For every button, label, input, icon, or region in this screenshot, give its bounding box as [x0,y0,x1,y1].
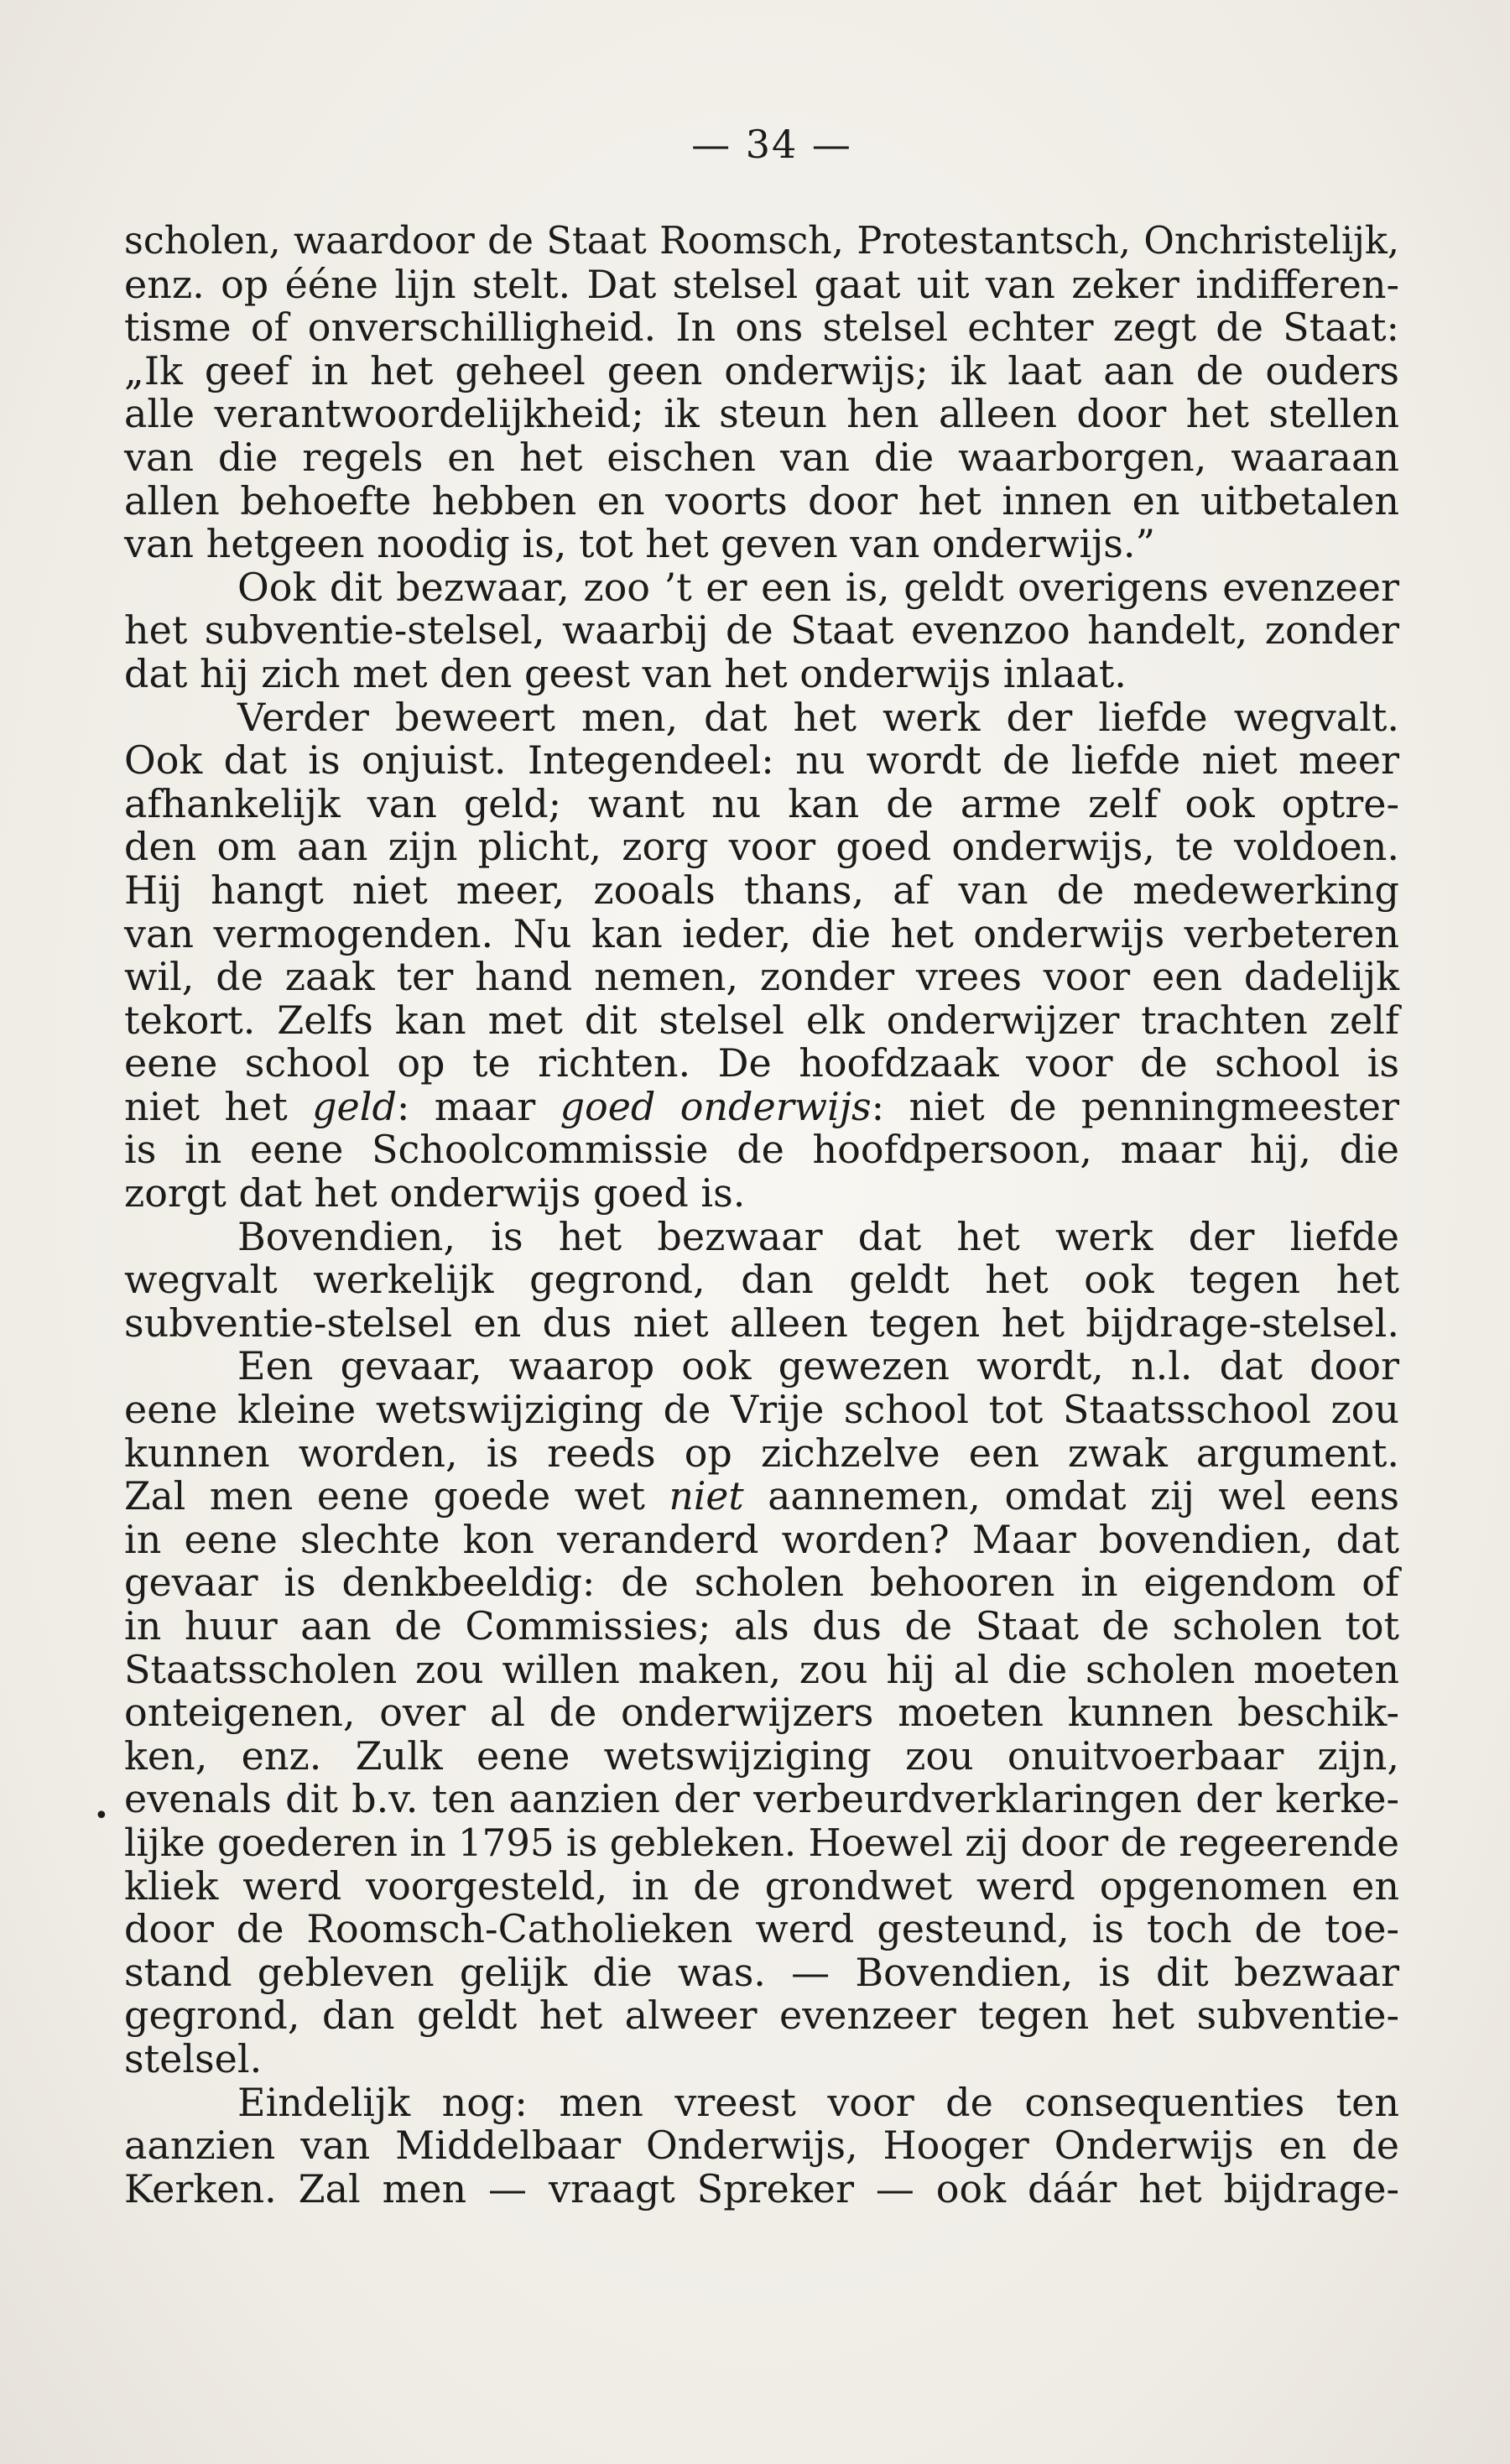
text-line: lijke goederen in 1795 is gebleken. Hoewel zij door de regeerende [124,1820,1399,1865]
text-line [124,1083,1399,1129]
text-line: Ook dit bezwaar, zoo ’t er een is, geldt overigens evenzeer [237,564,1399,610]
text-line: Hij hangt niet meer, zooals thans, af van de medewerking [124,867,1399,913]
text-line: subventie-stelsel en dus niet alleen tegen het bijdrage-stelsel. [124,1300,1399,1346]
text-line: Staatsscholen zou willen maken, zou hij al die scholen moeten [124,1646,1399,1692]
italic-emphasis: niet [669,1474,744,1519]
text-line: dat hij zich met den geest van het onderwijs inlaat. [124,650,1127,696]
text-span: : niet de penningmeester [871,1083,1399,1129]
text-line: scholen, waardoor de Staat Roomsch, Protestantsch, Onchristelijk, [124,220,1399,263]
text-line: allen behoefte hebben en voorts door het innen en uitbetalen [124,477,1399,524]
text-line: alle verantwoordelijkheid; ik steun hen alleen door het stellen [124,391,1399,437]
text-line: van die regels en het eischen van die waarborgen, waaraan [124,434,1399,480]
text-line [124,1475,1399,1519]
text-line: in huur aan de Commissies; als dus de Staat de scholen tot [124,1603,1399,1649]
margin-mark: • [94,1801,109,1831]
text-line: Verder beweert men, dat het werk der liefde wegvalt. [237,694,1399,740]
text-line: kliek werd voorgesteld, in de grondwet werd opgenomen en [124,1862,1399,1909]
text-line: Een gevaar, waarop ook gewezen wordt, n.l. dat door [237,1343,1399,1389]
page-number: — 34 — [691,122,852,167]
text-line: Bovendien, is het bezwaar dat het werk der liefde [237,1213,1399,1259]
body-text [124,220,1399,2211]
text-line: enz. op ééne lijn stelt. Dat stelsel gaat uit van zeker indifferen- [124,261,1399,307]
text-line: evenals dit b.v. ten aanzien der verbeurdverklaringen der kerke- [124,1776,1399,1822]
text-line: stand gebleven gelijk die was. — Bovendien, is dit bezwaar [124,1949,1399,1995]
text-line: het subventie-stelsel, waarbij de Staat evenzoo handelt, zonder [124,607,1399,654]
italic-emphasis: geld [312,1083,397,1129]
text-span: : maar [396,1083,560,1129]
text-line: in eene slechte kon veranderd worden? Maar bovendien, dat [124,1516,1399,1562]
italic-emphasis: goed onderwijs [560,1083,872,1129]
text-line: Ook dat is onjuist. Integendeel: nu wordt de liefde niet meer [124,737,1399,784]
text-line: eene kleine wetswijziging de Vrije school tot Staatsschool zou [124,1387,1399,1433]
text-line: tisme of onverschilligheid. In ons stelsel echter zegt de Staat: [124,305,1399,351]
text-line: van vermogenden. Nu kan ieder, die het onderwijs verbeteren [124,910,1399,956]
text-line: wegvalt werkelijk gegrond, dan geldt het ook tegen het [124,1257,1399,1303]
text-line: tekort. Zelfs kan met dit stelsel elk onderwijzer trachten zelf [124,997,1399,1043]
text-line: stelsel. [124,2035,263,2081]
text-line: gevaar is denkbeeldig: de scholen behooren in eigendom of [124,1560,1399,1606]
text-span: niet het [124,1083,313,1129]
text-span: aannemen, omdat zij wel eens [743,1474,1399,1519]
text-line: is in eene Schoolcommissie de hoofdpersoon, maar hij, die [124,1127,1399,1173]
text-line: ken, enz. Zulk eene wetswijziging zou onuitvoerbaar zijn, [124,1732,1399,1779]
text-line: zorgt dat het onderwijs goed is. [124,1170,746,1216]
text-line: Kerken. Zal men — vraagt Spreker — ook dáár het bijdrage- [124,2165,1399,2211]
text-line: onteigenen, over al de onderwijzers moeten kunnen beschik- [124,1690,1399,1736]
text-line: „Ik geef in het geheel geen onderwijs; ik laat aan de ouders [124,347,1399,393]
text-line: van hetgeen noodig is, tot het geven van onderwijs.” [124,521,1156,567]
text-line: aanzien van Middelbaar Onderwijs, Hooger Onderwijs en de [124,2123,1399,2169]
text-line: eene school op te richten. De hoofdzaak voor de school is [124,1040,1399,1086]
text-line: door de Roomsch-Catholieken werd gesteund, is toch de toe- [124,1906,1399,1952]
text-line: den om aan zijn plicht, zorg voor goed onderwijs, te voldoen. [124,824,1399,870]
text-line: wil, de zaak ter hand nemen, zonder vrees voor een dadelijk [124,954,1399,1000]
text-line: kunnen worden, is reeds op zichzelve een zwak argument. [124,1430,1399,1476]
text-span: Zal men eene goede wet [124,1474,669,1519]
text-line: gegrond, dan geldt het alweer evenzeer tegen het subventie- [124,1993,1399,2039]
text-line: afhankelijk van geld; want nu kan de arme zelf ook optre- [124,780,1399,826]
text-line: Eindelijk nog: men vreest voor de consequenties ten [237,2079,1399,2125]
